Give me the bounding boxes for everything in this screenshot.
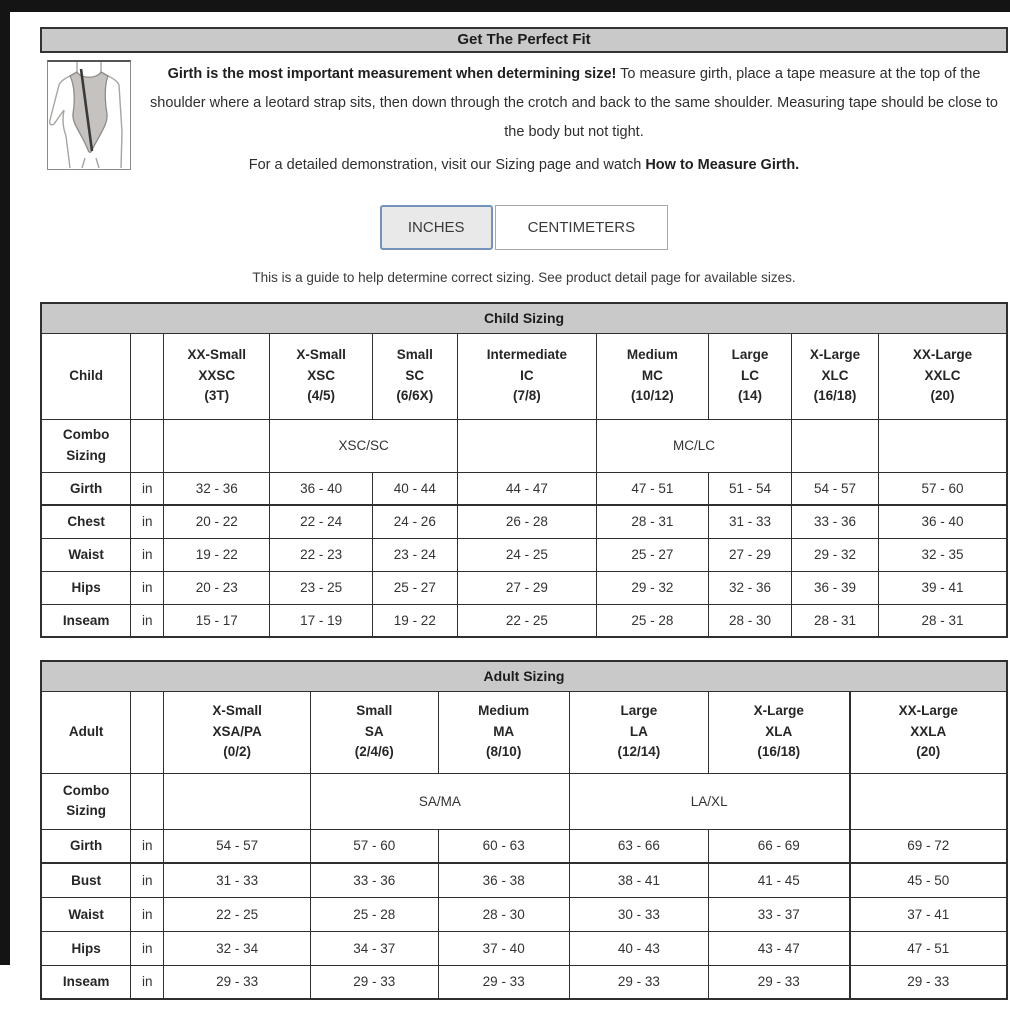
size-column-header: X-Small XSC (4/5) [270,333,372,419]
screenshot-edge-top [0,0,1010,12]
measurement-label-cell: Girth [41,472,131,505]
value-cell: 36 - 40 [878,505,1007,538]
table-title-row [41,661,1007,691]
adult-combo-row [41,773,1007,829]
value-cell: 39 - 41 [878,571,1007,604]
value-cell: 38 - 41 [569,863,708,897]
child-measurements [41,472,1007,637]
girth-instructions-rest: To measure girth, place a tape measure at the top of the shoulder where a leotard strap sits, then down through the crotch and back to the same shoulder. Measuring tape should be close to the body but not tight. [150,66,998,140]
value-cell: 36 - 39 [792,571,879,604]
unit-cell: in [131,538,164,571]
value-cell: 66 - 69 [708,829,849,863]
value-cell: 34 - 37 [311,931,439,965]
screenshot-edge-left [0,12,10,965]
value-cell: 29 - 33 [311,965,439,999]
value-cell: 33 - 36 [311,863,439,897]
size-column-header: XX-Large XXLC (20) [878,333,1007,419]
value-cell: 29 - 33 [569,965,708,999]
girth-diagram [47,60,131,170]
measurement-row [41,472,1007,505]
measurement-label-cell: Inseam [41,604,131,637]
value-cell: 54 - 57 [164,829,311,863]
value-cell: 63 - 66 [569,829,708,863]
value-cell: 23 - 24 [372,538,457,571]
leotard-girth-icon [48,62,130,169]
value-cell: 45 - 50 [850,863,1008,897]
value-cell: 20 - 22 [164,505,270,538]
size-column-header: Intermediate IC (7/8) [457,333,596,419]
measurement-label-cell: Bust [41,863,131,897]
sizing-guide-note: This is a guide to help determine correct sizing. See product detail page for available sizes. [252,270,796,285]
intro-section [40,60,1008,147]
measurement-row [41,965,1007,999]
value-cell: 32 - 35 [878,538,1007,571]
unit-cell: in [131,897,164,931]
measurement-label-cell: Girth [41,829,131,863]
combo-empty-cell [164,419,270,472]
value-cell: 19 - 22 [372,604,457,637]
measurement-label-cell: Hips [41,571,131,604]
unit-cell: in [131,829,164,863]
value-cell: 69 - 72 [850,829,1008,863]
unit-cell: in [131,931,164,965]
measurement-label-cell: Waist [41,538,131,571]
value-cell: 25 - 27 [596,538,708,571]
value-cell: 33 - 37 [708,897,849,931]
combo-empty-cell [131,773,164,829]
table-title-row [41,303,1007,333]
combo-size-cell: LA/XL [569,773,849,829]
value-cell: 19 - 22 [164,538,270,571]
size-column-header: X-Large XLA (16/18) [708,691,849,773]
combo-size-cell: SA/MA [311,773,570,829]
measurement-row [41,931,1007,965]
child-header-row [41,333,1007,419]
unit-cell: in [131,505,164,538]
combo-empty-cell [164,773,311,829]
size-column-header: Small SC (6/6X) [372,333,457,419]
value-cell: 28 - 31 [792,604,879,637]
value-cell: 54 - 57 [792,472,879,505]
value-cell: 28 - 30 [708,604,791,637]
value-cell: 27 - 29 [457,571,596,604]
combo-empty-cell [131,419,164,472]
value-cell: 30 - 33 [569,897,708,931]
value-cell: 24 - 26 [372,505,457,538]
unit-cell: in [131,604,164,637]
combo-label-cell: Combo Sizing [41,773,131,829]
value-cell: 23 - 25 [270,571,372,604]
combo-empty-cell [792,419,879,472]
unit-cell: in [131,965,164,999]
measurement-row [41,604,1007,637]
value-cell: 37 - 41 [850,897,1008,931]
value-cell: 29 - 33 [164,965,311,999]
value-cell: 36 - 38 [438,863,569,897]
value-cell: 40 - 43 [569,931,708,965]
value-cell: 31 - 33 [164,863,311,897]
measurement-row [41,505,1007,538]
value-cell: 28 - 30 [438,897,569,931]
value-cell: 33 - 36 [792,505,879,538]
combo-label-cell: Combo Sizing [41,419,131,472]
size-column-header: Medium MC (10/12) [596,333,708,419]
page-title: Get The Perfect Fit [40,27,1008,53]
value-cell: 25 - 28 [596,604,708,637]
adult-measurements [41,829,1007,999]
value-cell: 40 - 44 [372,472,457,505]
value-cell: 22 - 25 [164,897,311,931]
value-cell: 44 - 47 [457,472,596,505]
demo-line-bold: How to Measure Girth. [645,157,800,173]
value-cell: 15 - 17 [164,604,270,637]
value-cell: 28 - 31 [878,604,1007,637]
leotard-shape [70,72,108,152]
measurement-row [41,863,1007,897]
size-column-header: Small SA (2/4/6) [311,691,439,773]
value-cell: 32 - 34 [164,931,311,965]
child-combo-row [41,419,1007,472]
value-cell: 28 - 31 [596,505,708,538]
measurement-row [41,538,1007,571]
measurement-label-cell: Waist [41,897,131,931]
demo-link-line [40,157,1008,173]
child-table-title: Child Sizing [41,303,1007,333]
unit-toggle [40,205,1008,250]
girth-instructions-bold: Girth is the most important measurement when determining size! [167,66,617,82]
value-cell: 36 - 40 [270,472,372,505]
inches-button[interactable]: INCHES [380,205,493,250]
unit-cell: in [131,472,164,505]
demo-line-prefix: For a detailed demonstration, visit our Sizing page and watch [248,157,646,173]
value-cell: 57 - 60 [878,472,1007,505]
value-cell: 29 - 32 [596,571,708,604]
value-cell: 26 - 28 [457,505,596,538]
combo-empty-cell [457,419,596,472]
size-column-header: X-Small XSA/PA (0/2) [164,691,311,773]
adult-table-title: Adult Sizing [41,661,1007,691]
combo-size-cell: XSC/SC [270,419,457,472]
size-column-header: X-Large XLC (16/18) [792,333,879,419]
combo-empty-cell [850,773,1008,829]
size-column-header: Large LC (14) [708,333,791,419]
measurement-label-cell: Hips [41,931,131,965]
group-label-cell: Child [41,333,131,419]
value-cell: 41 - 45 [708,863,849,897]
value-cell: 27 - 29 [708,538,791,571]
centimeters-button[interactable]: CENTIMETERS [495,205,669,250]
value-cell: 22 - 23 [270,538,372,571]
value-cell: 47 - 51 [850,931,1008,965]
unit-cell: in [131,863,164,897]
size-column-header: XX-Large XXLA (20) [850,691,1008,773]
value-cell: 17 - 19 [270,604,372,637]
size-column-header: Large LA (12/14) [569,691,708,773]
value-cell: 47 - 51 [596,472,708,505]
group-label-cell: Adult [41,691,131,773]
value-cell: 24 - 25 [457,538,596,571]
value-cell: 25 - 27 [372,571,457,604]
value-cell: 31 - 33 [708,505,791,538]
value-cell: 20 - 23 [164,571,270,604]
size-guide-page [40,27,1008,1000]
value-cell: 29 - 33 [438,965,569,999]
girth-instructions [140,60,1008,147]
value-cell: 32 - 36 [708,571,791,604]
child-sizing-table [40,302,1008,638]
value-cell: 43 - 47 [708,931,849,965]
adult-header-row [41,691,1007,773]
value-cell: 22 - 24 [270,505,372,538]
measurement-row [41,571,1007,604]
value-cell: 29 - 32 [792,538,879,571]
adult-sizing-table [40,660,1008,1000]
size-column-header: XX-Small XXSC (3T) [164,333,270,419]
measurement-row [41,897,1007,931]
value-cell: 22 - 25 [457,604,596,637]
value-cell: 60 - 63 [438,829,569,863]
value-cell: 57 - 60 [311,829,439,863]
unit-header-cell [131,333,164,419]
value-cell: 29 - 33 [708,965,849,999]
unit-header-cell [131,691,164,773]
value-cell: 32 - 36 [164,472,270,505]
measurement-row [41,829,1007,863]
value-cell: 37 - 40 [438,931,569,965]
size-column-header: Medium MA (8/10) [438,691,569,773]
measurement-label-cell: Chest [41,505,131,538]
value-cell: 25 - 28 [311,897,439,931]
combo-empty-cell [878,419,1007,472]
value-cell: 51 - 54 [708,472,791,505]
combo-size-cell: MC/LC [596,419,791,472]
measurement-label-cell: Inseam [41,965,131,999]
value-cell: 29 - 33 [850,965,1008,999]
unit-cell: in [131,571,164,604]
